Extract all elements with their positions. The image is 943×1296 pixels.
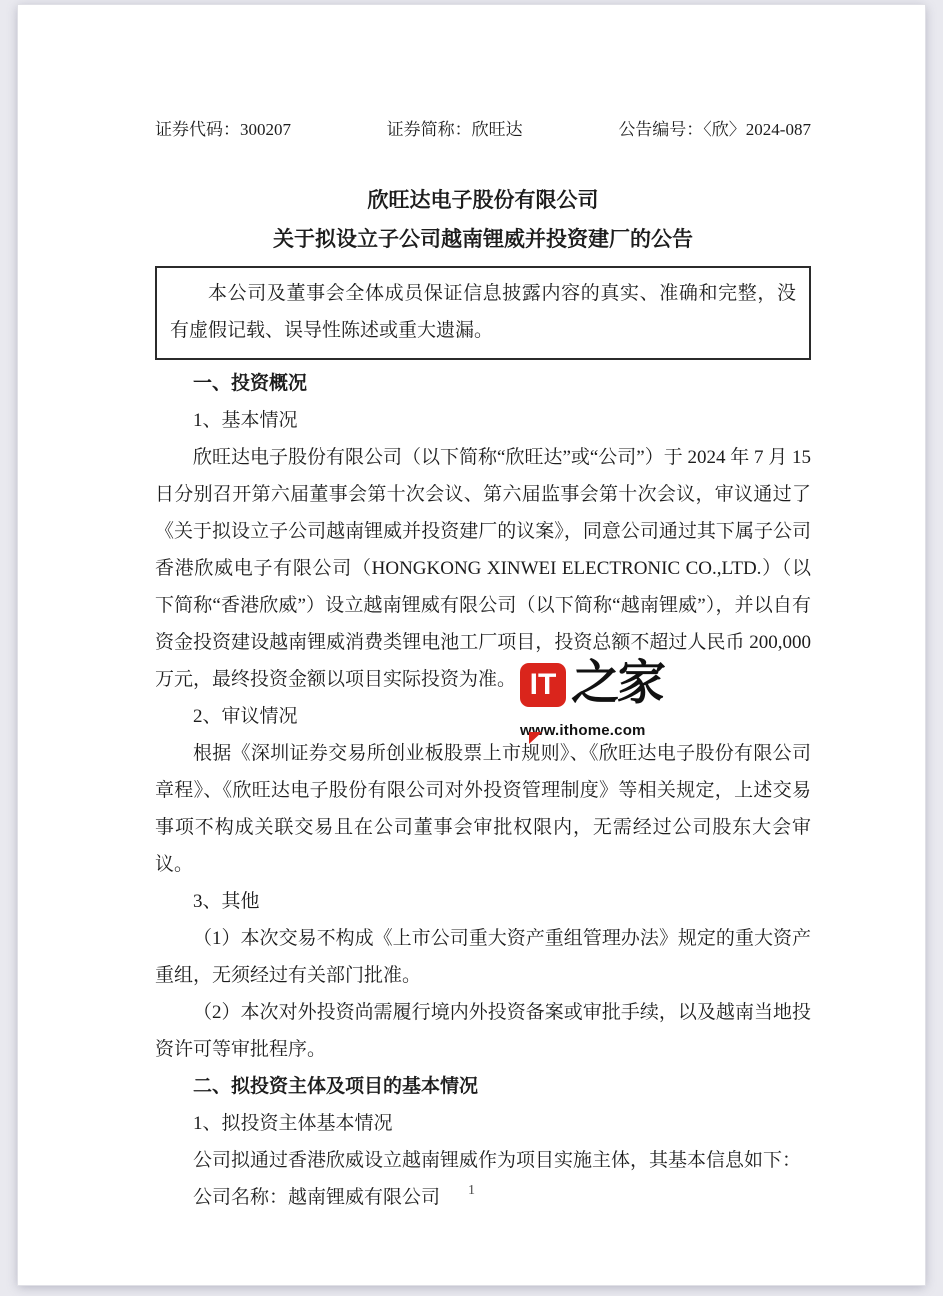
sub-heading: 2、审议情况 bbox=[193, 706, 298, 727]
disclaimer-box: 本公司及董事会全体成员保证信息披露内容的真实、准确和完整，没有虚假记载、误导性陈述或重大遗漏。 bbox=[155, 266, 811, 360]
section-heading: 一、投资概况 bbox=[193, 373, 308, 394]
document-page bbox=[18, 5, 925, 1285]
it-bubble-tail-icon bbox=[529, 732, 542, 744]
ithome-url: www.ithome.com bbox=[520, 722, 646, 739]
ithome-logo bbox=[520, 655, 670, 713]
sub-heading: 1、拟投资主体基本情况 bbox=[193, 1113, 393, 1134]
paragraph: 公司名称：越南锂威有限公司 bbox=[193, 1187, 441, 1208]
paragraph: 根据《深圳证券交易所创业板股票上市规则》、《欣旺达电子股份有限公司章程》、《欣旺达电子股份有限公司对外投资管理制度》等相关规定，上述交易事项不构成关联交易且在公司董事会审批权限内，无需经过公司股东大会审议。 bbox=[155, 743, 811, 875]
paragraph: 公司拟通过香港欣威设立越南锂威作为项目实施主体，其基本信息如下： bbox=[193, 1150, 802, 1171]
paragraph: （2）本次对外投资尚需履行境内外投资备案或审批手续，以及越南当地投资许可等审批程序。 bbox=[155, 1002, 811, 1060]
document-body bbox=[155, 365, 811, 1216]
ithome-watermark bbox=[520, 655, 670, 739]
stock-code: 证券代码：300207 bbox=[155, 120, 291, 139]
announcement-title: 关于拟设立子公司越南锂威并投资建厂的公告 bbox=[273, 227, 693, 251]
document-header bbox=[155, 5, 811, 143]
page-number: 1 bbox=[468, 1183, 475, 1198]
it-bubble-icon: IT bbox=[520, 663, 566, 707]
announcement-number: 公告编号：〈欣〉2024-087 bbox=[618, 120, 811, 139]
sub-heading: 3、其他 bbox=[193, 891, 260, 912]
paragraph: （1）本次交易不构成《上市公司重大资产重组管理办法》规定的重大资产重组，无须经过有关部门批准。 bbox=[155, 928, 811, 986]
section-heading: 二、拟投资主体及项目的基本情况 bbox=[193, 1076, 479, 1097]
company-title: 欣旺达电子股份有限公司 bbox=[367, 188, 599, 212]
paragraph: 欣旺达电子股份有限公司（以下简称“欣旺达”或“公司”）于 2024 年 7 月 15 日分别召开第六届董事会第十次会议、第六届监事会第十次会议，审议通过了《关于拟设立子公司越南锂威并投资建厂的议案》，同意公司通过其下属子公司香港欣威电子有限公司（HONGKONG XINWEI ELECTRONIC CO.,LTD.）（以下简称“香港欣威”）设立越南锂威有限公司（以下简称“越南锂威”），并以自有资金投资建设越南锂威消费类锂电池工厂项目，投资总额不超过人民币 200,000 万元，最终投资金额以项目实际投资为准。 bbox=[155, 447, 811, 690]
sub-heading: 1、基本情况 bbox=[193, 410, 298, 431]
stock-name: 证券简称：欣旺达 bbox=[386, 120, 523, 139]
document-content bbox=[18, 5, 925, 1285]
zhijia-calligraphy-icon: 之家 bbox=[570, 657, 664, 710]
